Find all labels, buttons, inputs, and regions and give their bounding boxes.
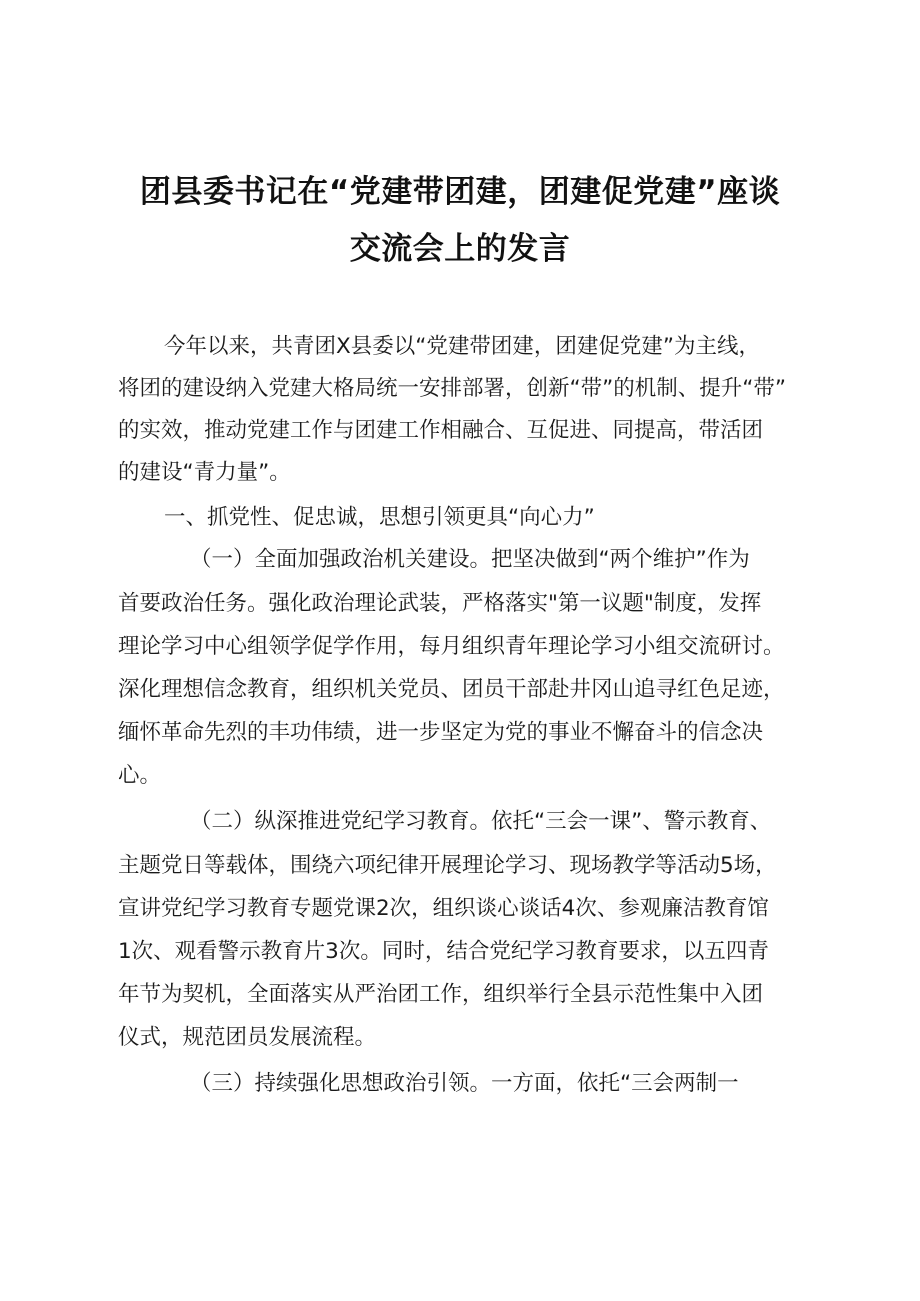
document-title-line-1: 团县委书记在“党建带团建，团建促党建”座谈 [139,174,781,210]
paragraph-line: 的实效，推动党建工作与团建工作相融合、互促进、同提高，带活团 [118,418,764,443]
paragraph-line: 缅怀革命先烈的丰功伟绩，进一步坚定为党的事业不懈奋斗的信念决 [118,720,764,745]
paragraph-line: 1次、观看警示教育片3次。同时，结合党纪学习教育要求，以五四青 [118,939,769,964]
paragraph-line: 首要政治任务。强化政治理论武装，严格落实"第一议题"制度，发挥 [118,591,762,616]
paragraph-line: 的建设“青力量”。 [118,460,291,485]
paragraph-line: 理论学习中心组领学促学作用，每月组织青年理论学习小组交流研讨。 [118,634,785,659]
paragraph-line: （二）纵深推进党纪学习教育。依托“三会一课”、警示教育、 [190,809,772,834]
paragraph-line: 深化理想信念教育，组织机关党员、团员干部赴井冈山追寻红色足迹， [118,677,785,702]
section-heading: 一、抓党性、促忠诚，思想引领更具“向心力” [164,505,595,530]
document-title-line-2: 交流会上的发言 [349,231,571,267]
paragraph-line: 将团的建设纳入党建大格局统一安排部署，创新“带”的机制、提升“带” [118,376,787,401]
paragraph-line: 年节为契机，全面落实从严治团工作，组织举行全县示范性集中入团 [118,982,764,1007]
paragraph-line: 今年以来，共青团X县委以“党建带团建，团建促党建”为主线， [164,334,761,359]
paragraph-line: 心。 [118,763,162,788]
paragraph-line: 宣讲党纪学习教育专题党课2次，组织谈心谈话4次、参观廉洁教育馆 [118,896,769,921]
paragraph-line: 主题党日等载体，围绕六项纪律开展理论学习、现场教学等活动5场， [118,853,777,878]
paragraph-line: 仪式，规范团员发展流程。 [118,1025,377,1050]
paragraph-line: （三）持续强化思想政治引领。一方面，依托“三会两制一 [190,1071,739,1096]
paragraph-line: （一）全面加强政治机关建设。把坚决做到“两个维护”作为 [190,547,750,572]
